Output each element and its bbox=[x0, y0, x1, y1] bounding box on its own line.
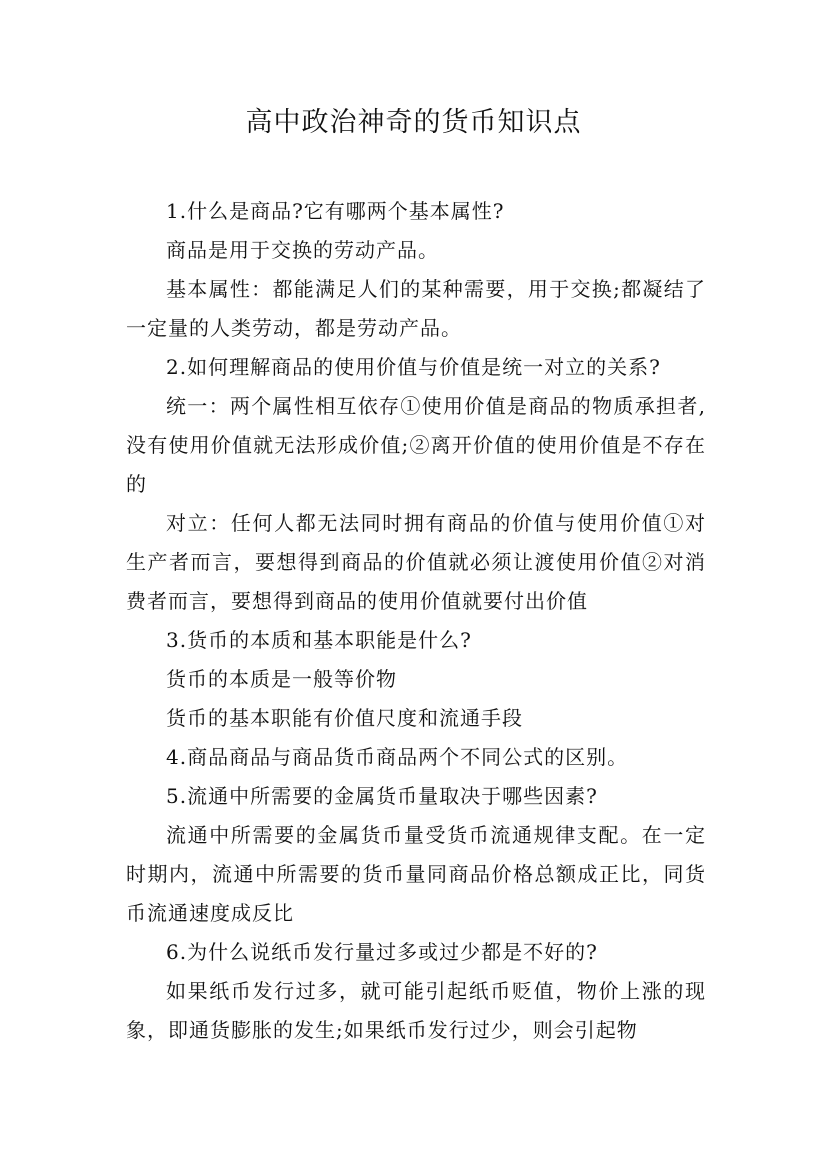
answer-paragraph: 商品是用于交换的劳动产品。 bbox=[166, 238, 439, 262]
question-2: 2.如何理解商品的使用价值与价值是统一对立的关系? bbox=[166, 355, 661, 379]
document-body bbox=[126, 192, 706, 1050]
document-title: 高中政治神奇的货币知识点 bbox=[245, 107, 582, 138]
answer-paragraph: 货币的本质是一般等价物 bbox=[166, 667, 397, 691]
answer-paragraph: 如果纸币发行过多，就可能引起纸币贬值，物价上涨的现象，即通货膨胀的发生;如果纸币发行过少，则会引起物 bbox=[126, 979, 706, 1042]
question-5: 5.流通中所需要的金属货币量取决于哪些因素? bbox=[166, 784, 598, 808]
question-3: 3.货币的本质和基本职能是什么? bbox=[166, 628, 472, 652]
answer-paragraph: 统一：两个属性相互依存①使用价值是商品的物质承担者,没有使用价值就无法形成价值;②离开价值的使用价值是不存在的 bbox=[126, 394, 706, 496]
answer-paragraph: 流通中所需要的金属货币量受货币流通规律支配。在一定时期内，流通中所需要的货币量同商品价格总额成正比，同货币流通速度成反比 bbox=[126, 823, 706, 925]
question-4: 4.商品商品与商品货币商品两个不同公式的区别。 bbox=[166, 745, 629, 769]
answer-paragraph: 对立：任何人都无法同时拥有商品的价值与使用价值①对生产者而言，要想得到商品的价值就必须让渡使用价值②对消费者而言，要想得到商品的使用价值就要付出价值 bbox=[126, 511, 706, 613]
question-1: 1.什么是商品?它有哪两个基本属性? bbox=[166, 199, 505, 223]
question-6: 6.为什么说纸币发行量过多或过少都是不好的? bbox=[166, 940, 598, 964]
answer-paragraph: 基本属性：都能满足人们的某种需要，用于交换;都凝结了一定量的人类劳动，都是劳动产品。 bbox=[126, 277, 706, 340]
answer-paragraph: 货币的基本职能有价值尺度和流通手段 bbox=[166, 706, 523, 730]
